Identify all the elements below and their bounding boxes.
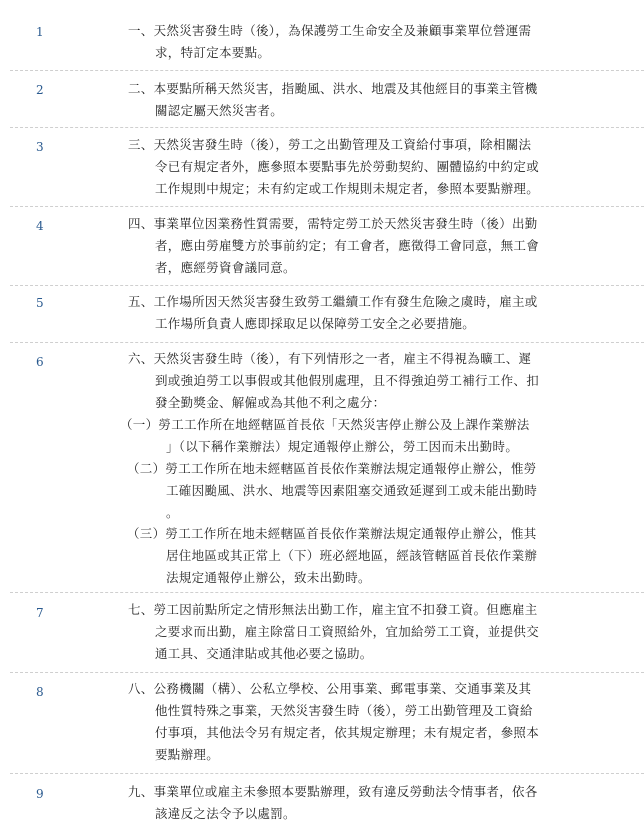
article-subitem-line: 。 xyxy=(166,505,179,520)
article-1 xyxy=(0,0,644,71)
article-5 xyxy=(0,286,644,343)
article-number: 9 xyxy=(36,787,44,801)
article-number: 7 xyxy=(36,606,44,620)
article-9 xyxy=(0,774,644,839)
article-number: 5 xyxy=(36,296,44,310)
article-8 xyxy=(0,673,644,774)
article-number: 3 xyxy=(36,140,44,154)
article-text-line: 求，特訂定本要點。 xyxy=(155,45,271,60)
article-text-line: 關認定屬天然災害者。 xyxy=(155,103,284,118)
article-text-line: 八、公務機關（構）、公私立學校、公用事業、郵電事業、交通事業及其 xyxy=(128,681,532,696)
article-text-line: 二、本要點所稱天然災害，指颱風、洪水、地震及其他經目的事業主管機 xyxy=(128,81,538,96)
article-text-line: 該違反之法令予以處罰。 xyxy=(155,806,296,821)
article-text-line: 者，應經勞資會議同意。 xyxy=(155,260,296,275)
article-text-line: 者，應由勞雇雙方於事前約定；有工會者，應徵得工會同意，無工會 xyxy=(155,238,540,253)
article-text-line: 七、勞工因前點所定之情形無法出勤工作，雇主宜不扣發工資。但應雇主 xyxy=(128,602,538,617)
article-text-line: 通工具、交通津貼或其他必要之協助。 xyxy=(155,646,373,661)
article-subitem-line: （一）勞工工作所在地經轄區首長依「天然災害停止辦公及上課作業辦法 xyxy=(120,417,530,432)
article-2 xyxy=(0,71,644,128)
article-number: 1 xyxy=(36,25,44,39)
article-6 xyxy=(0,343,644,593)
article-subitem-line: （二）勞工工作所在地未經轄區首長依作業辦法規定通報停止辦公，惟勞 xyxy=(127,461,537,476)
article-subitem-line: （三）勞工工作所在地未經轄區首長依作業辦法規定通報停止辦公，惟其 xyxy=(127,526,537,541)
article-text-line: 一、天然災害發生時（後），為保護勞工生命安全及兼顧事業單位營運需 xyxy=(128,23,532,38)
article-number: 6 xyxy=(36,355,44,369)
article-7 xyxy=(0,593,644,673)
article-text-line: 工作規則中規定；未有約定或工作規則未規定者，參照本要點辦理。 xyxy=(155,181,540,196)
article-number: 8 xyxy=(36,685,44,699)
article-number: 2 xyxy=(36,83,44,97)
article-number: 4 xyxy=(36,219,44,233)
article-text-line: 要點辦理。 xyxy=(155,747,220,762)
article-subitem-line: 法規定通報停止辦公，致未出勤時。 xyxy=(166,570,371,585)
article-text-line: 工作場所負責人應即採取足以保障勞工安全之必要措施。 xyxy=(155,316,476,331)
article-text-line: 付事項，其他法令另有規定者，依其規定辦理；未有規定者，參照本 xyxy=(155,725,540,740)
article-text-line: 九、事業單位或雇主未參照本要點辦理，致有違反勞動法令情事者，依各 xyxy=(128,784,538,799)
article-subitem-line: 工確因颱風、洪水、地震等因素阻塞交通致延遲到工或未能出勤時 xyxy=(166,483,538,498)
article-text-line: 他性質特殊之事業，天然災害發生時（後），勞工出勤管理及工資給 xyxy=(155,703,533,718)
article-subitem-line: 」（以下稱作業辦法）規定通報停止辦公，勞工因而未出勤時。 xyxy=(166,439,519,454)
article-subitem-line: 居住地區或其正常上（下）班必經地區，經該管轄區首長依作業辦 xyxy=(166,548,538,563)
article-text-line: 發全勤獎金、解僱或為其他不利之處分： xyxy=(155,395,386,410)
article-text-line: 六、天然災害發生時（後），有下列情形之一者，雇主不得視為曠工、遲 xyxy=(128,351,532,366)
article-text-line: 四、事業單位因業務性質需要，需特定勞工於天然災害發生時（後）出勤 xyxy=(128,216,538,231)
article-4 xyxy=(0,207,644,286)
article-text-line: 到或強迫勞工以事假或其他假別處理，且不得強迫勞工補行工作、扣 xyxy=(155,373,540,388)
article-text-line: 之要求而出勤，雇主除當日工資照給外，宜加給勞工工資，並提供交 xyxy=(155,624,540,639)
article-text-line: 五、工作場所因天然災害發生致勞工繼續工作有發生危險之虞時，雇主或 xyxy=(128,294,538,309)
article-text-line: 三、天然災害發生時（後），勞工之出勤管理及工資給付事項，除相關法 xyxy=(128,137,532,152)
article-text-line: 令已有規定者外，應參照本要點事先於勞動契約、團體協約中約定或 xyxy=(155,159,540,174)
article-3 xyxy=(0,128,644,207)
